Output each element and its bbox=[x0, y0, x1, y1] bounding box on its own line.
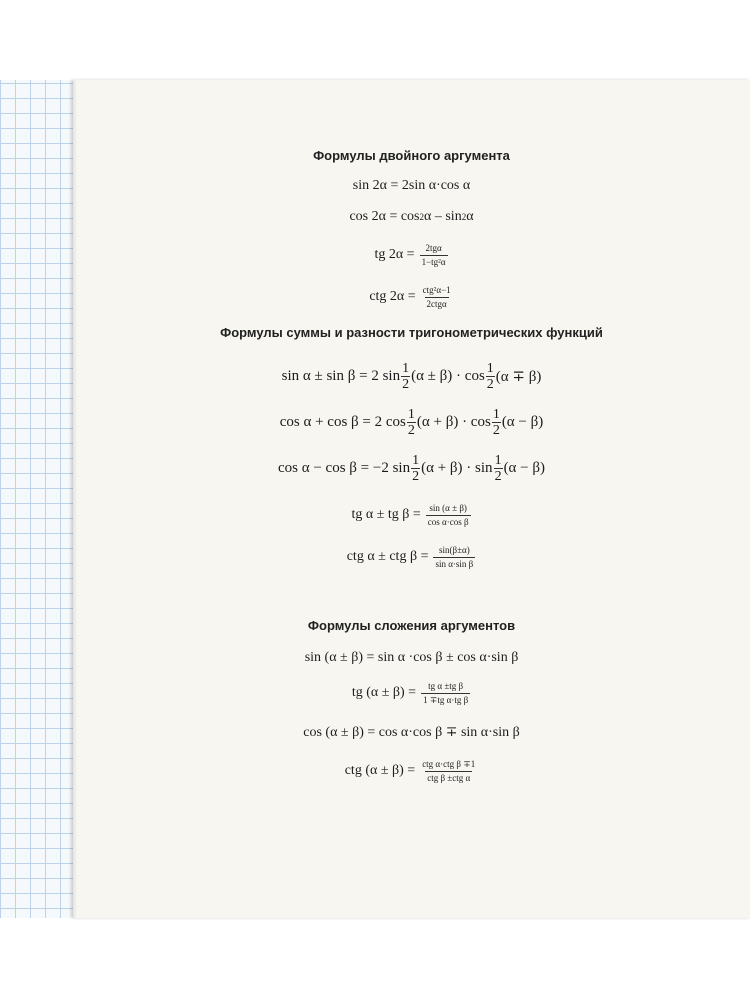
ctg-2a-fraction: $\frac{\text{ctg²α−1}}{\text{2ctgα}}$ bbox=[422, 284, 451, 309]
tg-sum-fraction: $\frac{\sin (\alpha \pm \beta)}{\text{cos α·cos β}}$ bbox=[427, 502, 469, 527]
half-fraction: $\frac{1}{2}$ bbox=[486, 360, 494, 392]
cos-2a-formula: cos 2α = cos 2 α – sin 2 α bbox=[349, 209, 474, 224]
ctg-addition-formula: ctg (α ± β) = $\frac{\text{ctg α·ctg β ∓1}}{\text{ctg β ±ctg α}}$ bbox=[344, 758, 476, 783]
cos-sum-formula: cos α + cos β = 2 cos $\frac{1}{2}$ (α + β) · cos $\frac{1}{2}$ (α − β) bbox=[279, 406, 544, 438]
sin-2a-formula: sin 2α = 2sin α·cos α bbox=[352, 178, 471, 193]
sin-addition-formula: sin (α ± β) = sin α ·cos β ± cos α·sin β bbox=[304, 650, 519, 665]
cos-addition-formula: cos (α ± β) = cos α·cos β ∓ sin α·sin β bbox=[303, 724, 520, 740]
tg-addition-fraction: $\frac{\text{tg α ±tg β}}{\text{1 ∓tg α·tg β}}$ bbox=[423, 680, 469, 705]
ctg-2a-formula: ctg 2α = $\frac{\text{ctg²α−1}}{\text{2ctgα}}$ bbox=[369, 284, 451, 309]
graph-paper-background bbox=[0, 80, 78, 918]
half-fraction: $\frac{1}{2}$ bbox=[407, 406, 415, 438]
argument-addition-title: Формулы сложения аргументов bbox=[307, 618, 516, 633]
half-fraction: $\frac{1}{2}$ bbox=[402, 360, 410, 392]
half-fraction: $\frac{1}{2}$ bbox=[492, 406, 500, 438]
cos-difference-formula: cos α − cos β = −2 sin $\frac{1}{2}$ (α + β) · sin $\frac{1}{2}$ (α − β) bbox=[277, 452, 546, 484]
formula-page bbox=[73, 80, 750, 918]
ctg-addition-fraction: $\frac{\text{ctg α·ctg β ∓1}}{\text{ctg β ±ctg α}}$ bbox=[422, 758, 476, 783]
tg-addition-formula: tg (α ± β) = $\frac{\text{tg α ±tg β}}{\text{1 ∓tg α·tg β}}$ bbox=[351, 680, 469, 705]
tg-sum-formula: tg α ± tg β = $\frac{\sin (\alpha \pm \beta)}{\text{cos α·cos β}}$ bbox=[351, 502, 469, 527]
double-argument-title: Формулы двойного аргумента bbox=[313, 148, 510, 163]
tg-2a-formula: tg 2α = $\frac{\text{2tgα}}{\text{1−tg²α}}$ bbox=[374, 242, 446, 267]
sin-sum-formula: sin α ± sin β = 2 sin $\frac{1}{2}$ (α ± β) · cos $\frac{1}{2}$ (α ∓ β) bbox=[281, 360, 542, 392]
sum-difference-title: Формулы суммы и разности тригонометрических функций bbox=[220, 325, 603, 340]
half-fraction: $\frac{1}{2}$ bbox=[494, 452, 502, 484]
ctg-sum-fraction: $\frac{\sin(\beta\pm\alpha)}{\text{sin α·sin β}}$ bbox=[435, 544, 474, 569]
tg-2a-fraction: $\frac{\text{2tgα}}{\text{1−tg²α}}$ bbox=[421, 242, 446, 267]
half-fraction: $\frac{1}{2}$ bbox=[412, 452, 420, 484]
ctg-sum-formula: ctg α ± ctg β = $\frac{\sin(\beta\pm\alpha)}{\text{sin α·sin β}}$ bbox=[346, 544, 474, 569]
